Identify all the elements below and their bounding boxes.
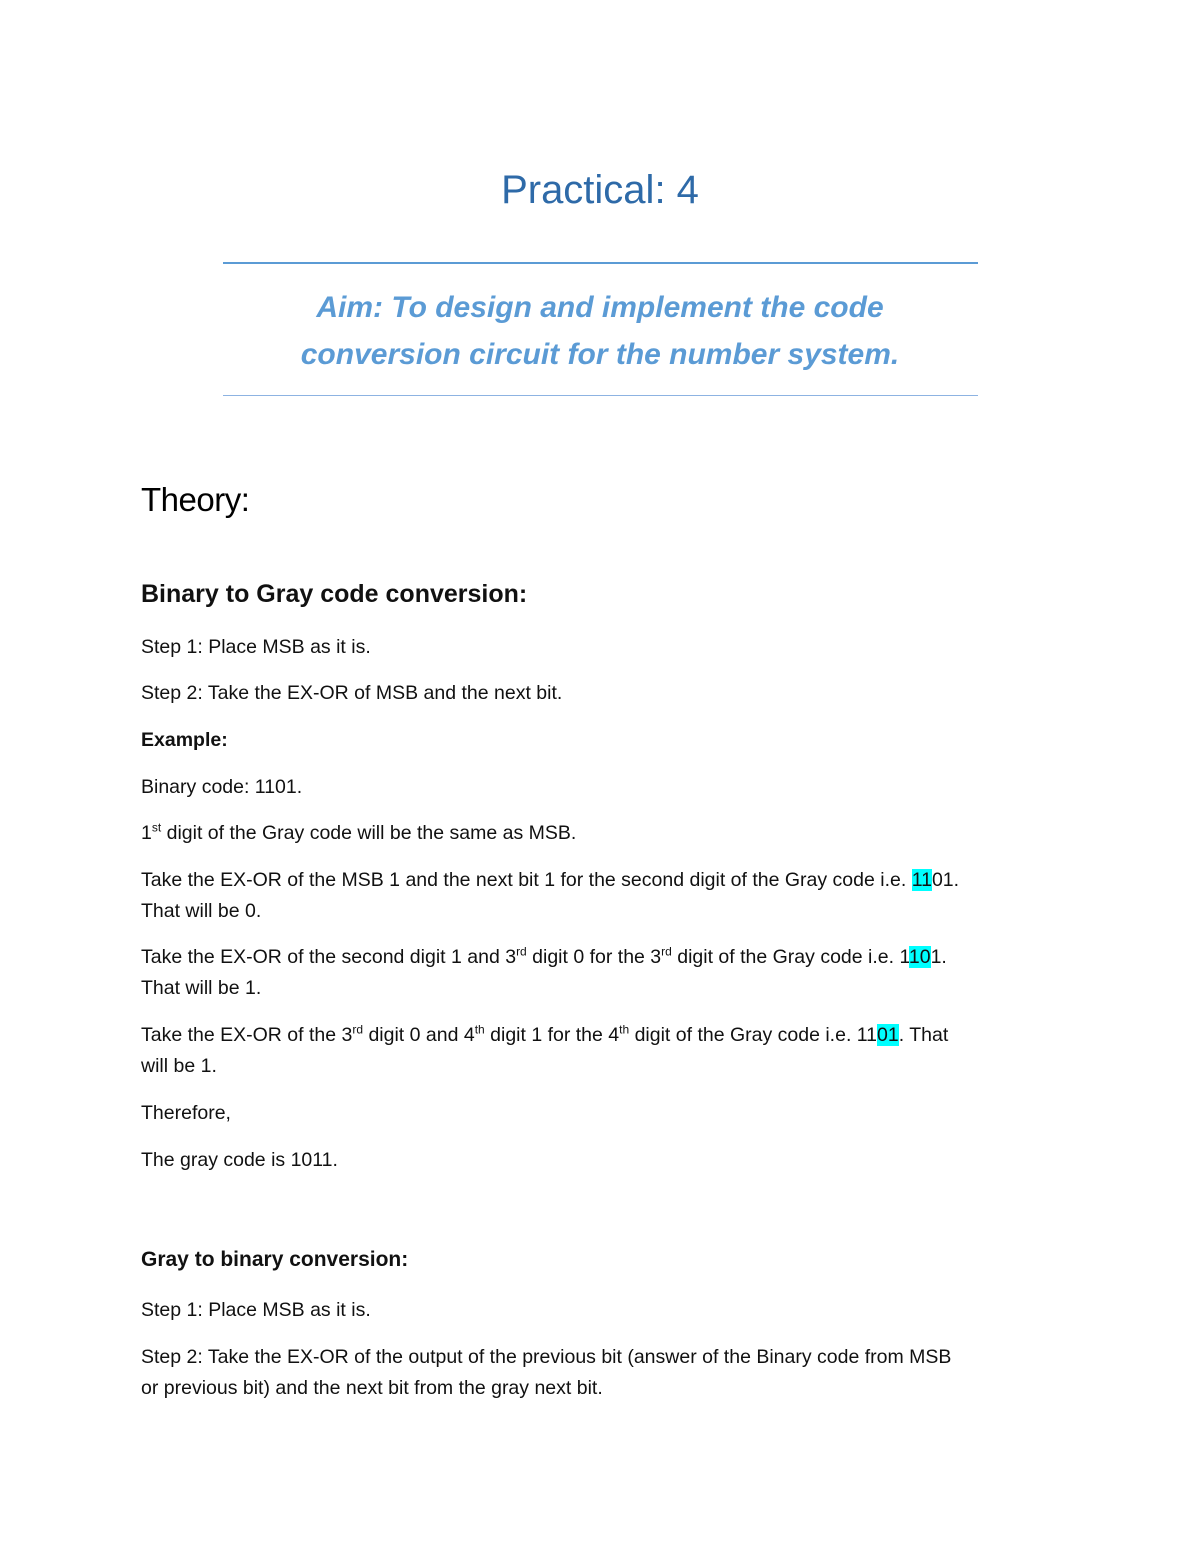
first-digit-text: 1 bbox=[141, 822, 152, 844]
third-digit-result: That will be 1. bbox=[141, 977, 262, 999]
third-digit-text-2: digit 0 for the 3 bbox=[526, 946, 662, 968]
superscript: rd bbox=[352, 1022, 364, 1037]
gray-to-binary-heading: Gray to binary conversion: bbox=[141, 1248, 409, 1271]
fourth-digit-text: Take the EX-OR of the 3 bbox=[141, 1024, 353, 1046]
third-digit-paragraph bbox=[141, 942, 1051, 1004]
third-digit-text-3: digit of the Gray code i.e. 1 bbox=[671, 946, 909, 968]
g2b-step-2-line-1: Step 2: Take the EX-OR of the output of the previous bit (answer of the Binary code from MSB bbox=[141, 1346, 952, 1368]
third-digit-text-4: 1. bbox=[930, 946, 947, 968]
highlighted-bits: 11 bbox=[911, 869, 932, 891]
gray-code-result: The gray code is 1011. bbox=[141, 1149, 338, 1171]
fourth-digit-text-5: . That bbox=[898, 1024, 949, 1046]
aim-statement bbox=[0, 284, 1200, 378]
superscript: rd bbox=[661, 944, 672, 959]
aim-line-2: conversion circuit for the number system. bbox=[300, 338, 900, 371]
b2g-step-1: Step 1: Place MSB as it is. bbox=[141, 636, 371, 658]
second-digit-result: That will be 0. bbox=[141, 900, 262, 922]
fourth-digit-text-2: digit 0 and 4 bbox=[363, 1024, 475, 1046]
superscript: th bbox=[474, 1022, 485, 1037]
b2g-step-2: Step 2: Take the EX-OR of MSB and the next bit. bbox=[141, 682, 563, 704]
highlighted-bits: 01 bbox=[877, 1024, 899, 1046]
page-title: Practical: 4 bbox=[501, 168, 699, 212]
aim-line-1: Aim: To design and implement the code bbox=[316, 291, 884, 324]
fourth-digit-result: will be 1. bbox=[141, 1055, 217, 1077]
superscript: th bbox=[619, 1022, 630, 1037]
second-digit-paragraph bbox=[141, 865, 1051, 927]
highlighted-bits: 10 bbox=[908, 946, 931, 968]
g2b-step-1: Step 1: Place MSB as it is. bbox=[141, 1299, 371, 1321]
fourth-digit-text-4: digit of the Gray code i.e. 11 bbox=[629, 1024, 878, 1046]
therefore-line: Therefore, bbox=[141, 1102, 231, 1124]
second-digit-text: Take the EX-OR of the MSB 1 and the next bit 1 for the second digit of the Gray code i.e. bbox=[141, 869, 912, 891]
binary-code-line: Binary code: 1101. bbox=[141, 776, 303, 798]
fourth-digit-text-3: digit 1 for the 4 bbox=[484, 1024, 620, 1046]
g2b-step-2-line-2: or previous bit) and the next bit from the gray next bit. bbox=[141, 1377, 603, 1399]
second-digit-text-rest: 01. bbox=[931, 869, 960, 891]
first-digit-line bbox=[141, 818, 1051, 849]
theory-heading: Theory: bbox=[141, 481, 250, 518]
example-label: Example: bbox=[141, 729, 228, 751]
binary-to-gray-heading: Binary to Gray code conversion: bbox=[141, 580, 528, 608]
fourth-digit-paragraph bbox=[141, 1020, 1051, 1082]
g2b-step-2 bbox=[141, 1342, 1051, 1404]
third-digit-text: Take the EX-OR of the second digit 1 and 3 bbox=[141, 946, 517, 968]
title-divider bbox=[223, 262, 978, 264]
superscript: st bbox=[151, 820, 162, 835]
aim-divider bbox=[223, 395, 978, 396]
first-digit-text-rest: digit of the Gray code will be the same as MSB. bbox=[161, 822, 577, 844]
superscript: rd bbox=[516, 944, 527, 959]
